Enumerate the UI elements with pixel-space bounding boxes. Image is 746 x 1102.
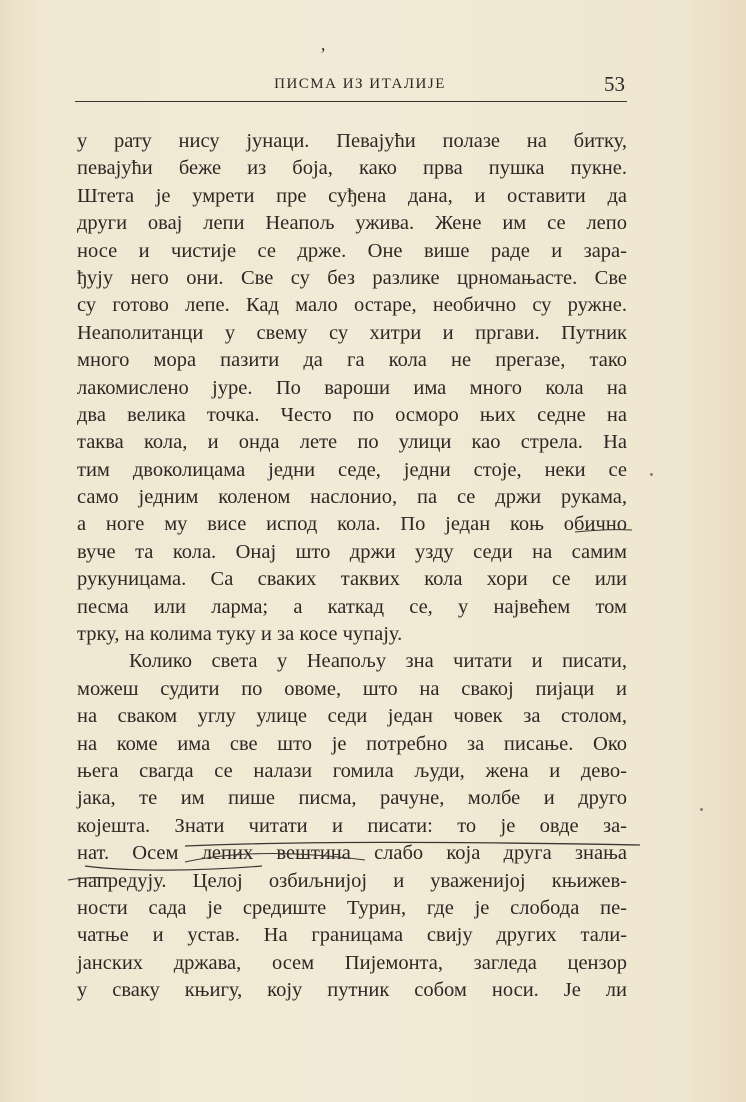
text-line: јанских држава, осем Пијемонта, загледа цензор [77, 951, 627, 974]
text-line: јака, те им пише писма, рачуне, молбе и друго [77, 787, 627, 810]
text-line: њега свагда се налази гомила људи, жена и дево- [77, 759, 627, 782]
text-line: рукуницама. Са сваких таквих кола хори се или [77, 568, 627, 591]
text-line: вуче та кола. Онај што држи узду седи на самим [77, 540, 627, 563]
text-line: Штета је умрети пре суђена дана, и оставити да [77, 184, 627, 207]
page-number: 53 [604, 72, 625, 96]
text-line: можеш судити по овоме, што на свакој пијаци и [77, 677, 627, 700]
page-header [75, 74, 625, 100]
text-line: Неаполитанци у свему су хитри и пргави. Путник [77, 321, 627, 344]
text-line: други овај лепи Неапољ ужива. Жене им се лепо [77, 212, 627, 235]
running-head: ПИСМА ИЗ ИТАЛИЈЕ [274, 76, 446, 92]
paragraph-start-line: Колико света у Неапољу зна читати и писати, [129, 650, 627, 673]
text-line: а ноге му висе испод кола. По један коњ обично [77, 513, 627, 536]
text-line: певајући беже из боја, како прва пушка пукне. [77, 157, 627, 180]
text-line: много мора пазити да га кола не прегазе, тако [77, 349, 627, 372]
text-line: два велика точка. Често по осморо њих седне на [77, 403, 627, 426]
text-line: напредују. Целој озбиљнијој и уваженијој књижев- [77, 869, 627, 892]
text-line: лакомислено јуре. По вароши има много кола на [77, 376, 627, 399]
text-line: тим двоколицама једни седе, једни стоје, неки се [77, 458, 627, 481]
text-line: само једним коленом наслонио, па се држи рукама, [77, 486, 627, 509]
text-line: су готово лепе. Кад мало остаре, необично су ружне. [77, 294, 627, 317]
text-line: песма или ларма; а каткад се, у највећем том [77, 595, 627, 618]
text-line: ности сада је средиште Турин, где је слобода пе- [77, 896, 627, 919]
paragraph-end-line: трку, на колима туку и за косе чупају. [77, 623, 403, 646]
text-line: којешта. Знати читати и писати: то је овде за- [77, 814, 627, 837]
body-text [77, 128, 627, 1005]
text-line: у рату нису јунаци. Певајући полазе на битку, [77, 130, 627, 152]
text-line: нат. Осем лепих вештина слабо која друга знања [77, 842, 627, 865]
text-line: на коме има све што је потребно за писање. Око [77, 732, 627, 755]
header-rule [75, 101, 627, 102]
text-line: чатње и устав. На границама свију других тали- [77, 924, 627, 947]
text-line: у сваку књигу, коју путник собом носи. Је ли [77, 979, 627, 1002]
text-line: ђују него они. Све су без разлике црномањасте. Све [77, 266, 627, 289]
text-line: на сваком углу улице седи један човек за столом, [77, 705, 627, 728]
text-line: носе и чистије се држе. Оне више раде и зара- [77, 239, 627, 262]
printer-mark: ʼ [320, 44, 326, 64]
paper-speck [700, 808, 703, 811]
paper-speck [650, 473, 653, 476]
text-line: таква кола, и онда лете по улици као стрела. На [77, 431, 627, 454]
